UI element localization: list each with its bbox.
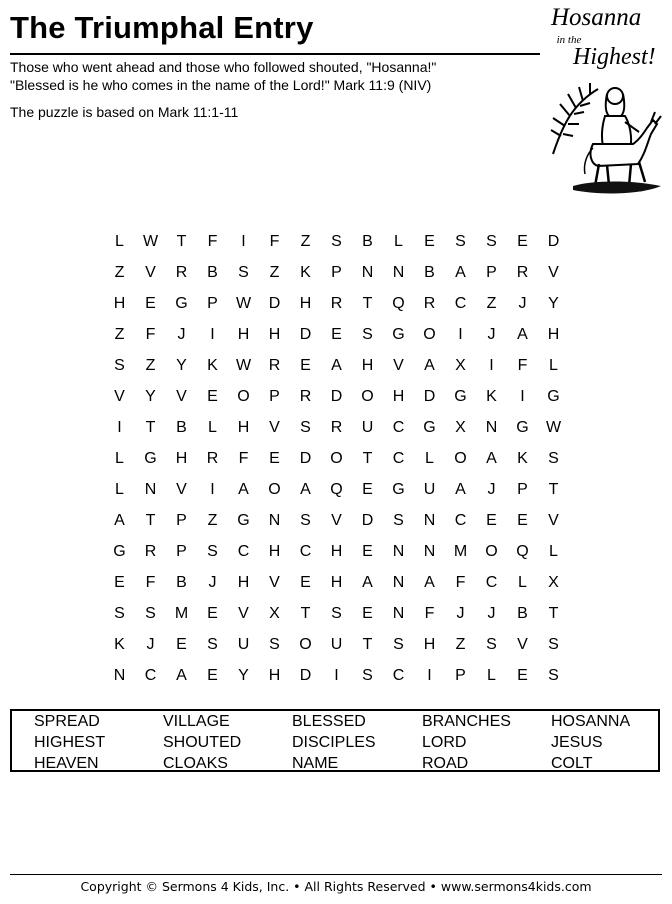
grid-letter[interactable]: R [330, 419, 343, 436]
grid-letter[interactable]: T [145, 512, 156, 529]
grid-letter[interactable]: H [175, 450, 188, 467]
grid-letter[interactable]: N [113, 667, 126, 684]
word-bank-word: LORD [422, 734, 467, 751]
word-bank-word: SPREAD [34, 713, 100, 730]
grid-letter[interactable]: M [174, 605, 189, 622]
grid-letter[interactable]: X [455, 419, 466, 436]
grid-letter[interactable]: X [269, 605, 280, 622]
grid-letter[interactable]: Z [486, 295, 497, 312]
grid-letter[interactable]: K [207, 357, 218, 374]
word-bank-word: ROAD [422, 755, 469, 772]
grid-letter[interactable]: E [517, 233, 528, 250]
grid-letter[interactable]: H [392, 388, 405, 405]
grid-letter[interactable]: A [486, 450, 497, 467]
word-bank-word: HIGHEST [34, 734, 106, 751]
grid-letter[interactable]: D [268, 295, 281, 312]
grid-letter[interactable]: G [454, 388, 467, 405]
grid-letter[interactable]: V [393, 357, 404, 374]
grid-letter[interactable]: F [145, 574, 156, 591]
grid-letter[interactable]: O [330, 450, 343, 467]
grid-letter[interactable]: J [456, 605, 465, 622]
grid-letter[interactable]: X [455, 357, 466, 374]
grid-letter[interactable]: P [176, 543, 187, 560]
page-title: The Triumphal Entry [10, 10, 314, 45]
quote-line-1: Those who went ahead and those who followed shouted, "Hosanna!" [10, 59, 437, 75]
grid-letter[interactable]: G [392, 481, 405, 498]
grid-row [104, 226, 569, 257]
grid-letter[interactable]: R [330, 295, 343, 312]
grid-letter[interactable]: H [113, 295, 126, 312]
grid-row [104, 381, 569, 412]
grid-letter[interactable]: V [238, 605, 249, 622]
grid-letter[interactable]: V [176, 388, 187, 405]
grid-letter[interactable]: Z [455, 636, 466, 653]
grid-letter[interactable]: Y [145, 388, 156, 405]
grid-letter[interactable]: F [424, 605, 435, 622]
grid-letter[interactable]: A [424, 357, 435, 374]
grid-letter[interactable]: H [361, 357, 374, 374]
grid-letter[interactable]: A [362, 574, 373, 591]
grid-letter[interactable]: B [517, 605, 528, 622]
grid-letter[interactable]: S [362, 326, 373, 343]
grid-letter[interactable]: I [427, 667, 432, 684]
grid-letter[interactable]: A [331, 357, 342, 374]
grid-letter[interactable]: P [455, 667, 466, 684]
grid-row [104, 412, 569, 443]
word-bank-word: HOSANNA [551, 713, 631, 730]
grid-letter[interactable]: E [207, 667, 218, 684]
grid-letter[interactable]: O [485, 543, 498, 560]
grid-letter[interactable]: Z [269, 264, 280, 281]
grid-letter[interactable]: T [362, 295, 373, 312]
grid-row [104, 567, 569, 598]
word-bank-row [12, 732, 658, 753]
grid-letter[interactable]: S [362, 667, 373, 684]
grid-row [104, 350, 569, 381]
logo-word-hosanna: Hosanna [551, 4, 642, 31]
grid-letter[interactable]: Q [392, 295, 405, 312]
grid-letter[interactable]: A [424, 574, 435, 591]
grid-letter[interactable]: O [299, 636, 312, 653]
grid-letter[interactable]: N [392, 574, 405, 591]
grid-letter[interactable]: Q [516, 543, 529, 560]
grid-letter[interactable]: U [423, 481, 436, 498]
word-bank-word: COLT [551, 755, 593, 772]
grid-letter[interactable]: V [269, 574, 280, 591]
grid-letter[interactable]: G [113, 543, 126, 560]
grid-letter[interactable]: H [423, 636, 436, 653]
grid-letter[interactable]: N [392, 264, 405, 281]
grid-letter[interactable]: P [207, 295, 218, 312]
grid-letter[interactable]: E [207, 388, 218, 405]
grid-letter[interactable]: E [362, 605, 373, 622]
grid-letter[interactable]: G [516, 419, 529, 436]
grid-letter[interactable]: S [331, 605, 342, 622]
word-bank-word: NAME [292, 755, 339, 772]
grid-letter[interactable]: N [423, 512, 436, 529]
grid-letter[interactable]: T [548, 605, 559, 622]
grid-letter[interactable]: M [453, 543, 468, 560]
grid-letter[interactable]: R [299, 388, 312, 405]
grid-letter[interactable]: G [547, 388, 560, 405]
grid-letter[interactable]: D [361, 512, 374, 529]
grid-letter[interactable]: I [489, 357, 494, 374]
grid-letter[interactable]: R [206, 450, 219, 467]
hosanna-artwork [543, 4, 667, 200]
grid-letter[interactable]: G [237, 512, 250, 529]
title-divider [10, 53, 540, 55]
grid-letter[interactable]: E [362, 481, 373, 498]
grid-letter[interactable]: S [486, 233, 497, 250]
grid-row [104, 629, 569, 660]
grid-letter[interactable]: B [176, 574, 187, 591]
jesus-on-donkey-icon [543, 4, 667, 200]
word-bank-word: CLOAKS [163, 755, 228, 772]
grid-row [104, 536, 569, 567]
grid-letter[interactable]: E [207, 605, 218, 622]
grid-letter[interactable]: B [362, 233, 373, 250]
grid-letter[interactable]: L [549, 543, 558, 560]
grid-letter[interactable]: S [238, 264, 249, 281]
grid-letter[interactable]: V [548, 264, 559, 281]
grid-letter[interactable]: O [268, 481, 281, 498]
logo-word-highest: Highest! [573, 44, 656, 70]
grid-letter[interactable]: S [455, 233, 466, 250]
grid-letter[interactable]: C [392, 450, 405, 467]
grid-letter[interactable]: F [269, 233, 280, 250]
grid-letter[interactable]: V [114, 388, 125, 405]
grid-letter[interactable]: D [299, 326, 312, 343]
grid-letter[interactable]: K [114, 636, 125, 653]
grid-letter[interactable]: F [145, 326, 156, 343]
grid-letter[interactable]: S [331, 233, 342, 250]
grid-letter[interactable]: P [486, 264, 497, 281]
grid-letter[interactable]: N [485, 419, 498, 436]
grid-letter[interactable]: Z [114, 264, 125, 281]
grid-row [104, 257, 569, 288]
grid-letter[interactable]: K [300, 264, 311, 281]
grid-letter[interactable]: O [454, 450, 467, 467]
grid-letter[interactable]: S [300, 512, 311, 529]
grid-letter[interactable]: N [392, 605, 405, 622]
grid-letter[interactable]: F [238, 450, 249, 467]
grid-letter[interactable]: E [424, 233, 435, 250]
grid-letter[interactable]: P [176, 512, 187, 529]
grid-letter[interactable]: A [455, 264, 466, 281]
grid-row [104, 660, 569, 691]
grid-letter[interactable]: J [487, 605, 496, 622]
grid-letter[interactable]: R [516, 264, 529, 281]
grid-letter[interactable]: C [392, 419, 405, 436]
grid-letter[interactable]: D [299, 450, 312, 467]
grid-letter[interactable]: T [176, 233, 187, 250]
grid-letter[interactable]: T [300, 605, 311, 622]
footer-divider [10, 874, 662, 875]
grid-letter[interactable]: I [241, 233, 246, 250]
copyright-footer: Copyright © Sermons 4 Kids, Inc. • All Rights Reserved • www.sermons4kids.com [80, 879, 592, 894]
grid-letter[interactable]: T [362, 450, 373, 467]
grid-letter[interactable]: S [300, 419, 311, 436]
grid-letter[interactable]: O [361, 388, 374, 405]
word-bank-word: BLESSED [292, 713, 366, 730]
grid-letter[interactable]: E [300, 357, 311, 374]
grid-letter[interactable]: I [210, 481, 215, 498]
grid-letter[interactable]: W [545, 419, 562, 436]
grid-letter[interactable]: A [517, 326, 528, 343]
grid-letter[interactable]: A [455, 481, 466, 498]
grid-letter[interactable]: L [115, 450, 124, 467]
grid-letter[interactable]: W [235, 295, 252, 312]
grid-letter[interactable]: R [423, 295, 436, 312]
grid-row [104, 474, 569, 505]
grid-row [104, 443, 569, 474]
grid-letter[interactable]: O [237, 388, 250, 405]
word-bank-row [12, 753, 658, 774]
grid-letter[interactable]: V [331, 512, 342, 529]
grid-letter[interactable]: T [362, 636, 373, 653]
grid-letter[interactable]: S [114, 605, 125, 622]
scripture-quote [10, 58, 550, 94]
grid-letter[interactable]: K [486, 388, 497, 405]
grid-letter[interactable]: S [114, 357, 125, 374]
grid-row [104, 319, 569, 350]
grid-letter[interactable]: I [117, 419, 122, 436]
grid-letter[interactable]: E [486, 512, 497, 529]
grid-letter[interactable]: L [208, 419, 217, 436]
grid-letter[interactable]: S [269, 636, 280, 653]
grid-letter[interactable]: N [392, 543, 405, 560]
grid-letter[interactable]: T [145, 419, 156, 436]
grid-letter[interactable]: H [237, 419, 250, 436]
grid-letter[interactable]: V [548, 512, 559, 529]
grid-letter[interactable]: E [269, 450, 280, 467]
puzzle-basis: The puzzle is based on Mark 11:1-11 [10, 104, 239, 120]
grid-letter[interactable]: I [334, 667, 339, 684]
grid-letter[interactable]: F [455, 574, 466, 591]
grid-letter[interactable]: H [268, 543, 281, 560]
grid-letter[interactable]: H [237, 574, 250, 591]
grid-letter[interactable]: Y [548, 295, 559, 312]
grid-letter[interactable]: L [425, 450, 434, 467]
grid-letter[interactable]: S [548, 667, 559, 684]
grid-letter[interactable]: C [299, 543, 312, 560]
grid-letter[interactable]: K [517, 450, 528, 467]
grid-letter[interactable]: Z [114, 326, 125, 343]
grid-letter[interactable]: L [115, 233, 124, 250]
grid-letter[interactable]: S [548, 636, 559, 653]
grid-letter[interactable]: L [549, 357, 558, 374]
word-bank-word: BRANCHES [422, 713, 511, 730]
grid-letter[interactable]: F [517, 357, 528, 374]
quote-line-2: "Blessed is he who comes in the name of the Lord!" Mark 11:9 (NIV) [10, 77, 432, 93]
grid-letter[interactable]: G [423, 419, 436, 436]
grid-letter[interactable]: S [486, 636, 497, 653]
grid-letter[interactable]: A [176, 667, 187, 684]
grid-letter[interactable]: L [394, 233, 403, 250]
grid-letter[interactable]: V [269, 419, 280, 436]
grid-letter[interactable]: B [424, 264, 435, 281]
grid-letter[interactable]: E [517, 667, 528, 684]
grid-letter[interactable]: W [142, 233, 159, 250]
grid-letter[interactable]: A [238, 481, 249, 498]
grid-letter[interactable]: J [146, 636, 155, 653]
grid-letter[interactable]: P [517, 481, 528, 498]
word-bank-word: HEAVEN [34, 755, 99, 772]
grid-letter[interactable]: F [207, 233, 218, 250]
grid-letter[interactable]: R [144, 543, 157, 560]
grid-letter[interactable]: P [269, 388, 280, 405]
grid-letter[interactable]: V [176, 481, 187, 498]
grid-row [104, 505, 569, 536]
grid-letter[interactable]: E [145, 295, 156, 312]
grid-letter[interactable]: Y [176, 357, 187, 374]
grid-letter[interactable]: S [393, 636, 404, 653]
grid-letter[interactable]: I [210, 326, 215, 343]
word-bank-word: DISCIPLES [292, 734, 376, 751]
grid-letter[interactable]: U [330, 636, 343, 653]
grid-letter[interactable]: A [114, 512, 125, 529]
grid-letter[interactable]: C [485, 574, 498, 591]
word-search-grid[interactable] [104, 226, 569, 691]
grid-letter[interactable]: L [115, 481, 124, 498]
grid-letter[interactable]: R [175, 264, 188, 281]
word-bank-word: SHOUTED [163, 734, 242, 751]
grid-letter[interactable]: H [268, 667, 281, 684]
grid-letter[interactable]: S [207, 636, 218, 653]
grid-letter[interactable]: H [330, 543, 343, 560]
grid-letter[interactable]: V [517, 636, 528, 653]
grid-letter[interactable]: Z [300, 233, 311, 250]
grid-letter[interactable]: J [177, 326, 186, 343]
grid-letter[interactable]: V [145, 264, 156, 281]
grid-letter[interactable]: A [300, 481, 311, 498]
grid-letter[interactable]: Z [207, 512, 218, 529]
grid-letter[interactable]: D [547, 233, 560, 250]
grid-letter[interactable]: Y [238, 667, 249, 684]
word-bank-word: JESUS [551, 734, 603, 751]
grid-letter[interactable]: J [518, 295, 527, 312]
grid-letter[interactable]: H [268, 326, 281, 343]
grid-letter[interactable]: J [487, 481, 496, 498]
grid-letter[interactable]: D [299, 667, 312, 684]
grid-letter[interactable]: C [454, 295, 467, 312]
grid-letter[interactable]: G [144, 450, 157, 467]
word-bank [10, 709, 660, 772]
word-bank-row [12, 711, 658, 732]
grid-letter[interactable]: L [487, 667, 496, 684]
grid-letter[interactable]: E [300, 574, 311, 591]
grid-letter[interactable]: D [423, 388, 436, 405]
grid-letter[interactable]: E [176, 636, 187, 653]
grid-letter[interactable]: L [518, 574, 527, 591]
grid-letter[interactable]: N [361, 264, 374, 281]
grid-letter[interactable]: H [330, 574, 343, 591]
logo-word-in-the: in the [556, 34, 582, 46]
grid-letter[interactable]: E [114, 574, 125, 591]
grid-letter[interactable]: S [145, 605, 156, 622]
grid-letter[interactable]: Q [330, 481, 343, 498]
grid-letter[interactable]: E [362, 543, 373, 560]
grid-letter[interactable]: E [517, 512, 528, 529]
grid-letter[interactable]: E [331, 326, 342, 343]
grid-letter[interactable]: I [520, 388, 525, 405]
grid-letter[interactable]: J [208, 574, 217, 591]
grid-letter[interactable]: C [454, 512, 467, 529]
grid-letter[interactable]: U [361, 419, 374, 436]
grid-letter[interactable]: D [330, 388, 343, 405]
word-bank-word: VILLAGE [163, 713, 230, 730]
grid-row [104, 288, 569, 319]
grid-letter[interactable]: U [237, 636, 250, 653]
grid-letter[interactable]: T [548, 481, 559, 498]
grid-letter[interactable]: H [237, 326, 250, 343]
grid-letter[interactable]: N [144, 481, 157, 498]
grid-letter[interactable]: H [547, 326, 560, 343]
grid-letter[interactable]: S [393, 512, 404, 529]
grid-letter[interactable]: S [207, 543, 218, 560]
grid-letter[interactable]: C [144, 667, 157, 684]
grid-letter[interactable]: R [268, 357, 281, 374]
grid-letter[interactable]: J [487, 326, 496, 343]
grid-letter[interactable]: B [176, 419, 187, 436]
grid-letter[interactable]: C [392, 667, 405, 684]
grid-letter[interactable]: B [207, 264, 218, 281]
grid-letter[interactable]: N [423, 543, 436, 560]
grid-row [104, 598, 569, 629]
grid-letter[interactable]: G [392, 326, 405, 343]
grid-letter[interactable]: X [548, 574, 559, 591]
grid-letter[interactable]: Z [145, 357, 156, 374]
grid-letter[interactable]: W [235, 357, 252, 374]
grid-letter[interactable]: H [299, 295, 312, 312]
grid-letter[interactable]: P [331, 264, 342, 281]
grid-letter[interactable]: O [423, 326, 436, 343]
grid-letter[interactable]: N [268, 512, 281, 529]
grid-letter[interactable]: S [548, 450, 559, 467]
grid-letter[interactable]: I [458, 326, 463, 343]
grid-letter[interactable]: C [237, 543, 250, 560]
grid-letter[interactable]: G [175, 295, 188, 312]
